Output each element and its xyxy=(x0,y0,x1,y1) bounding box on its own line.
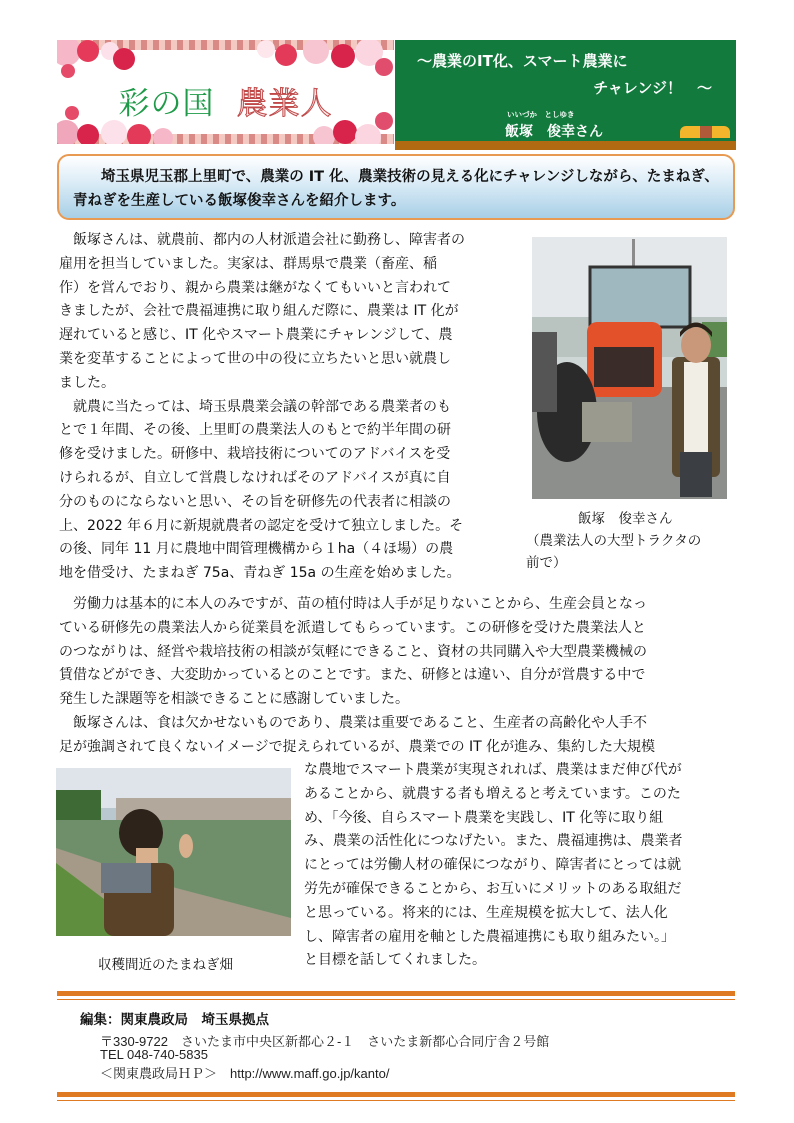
plum-blossom-icon xyxy=(313,126,335,144)
caption-line: 前で） xyxy=(526,555,567,571)
text-line: 修を受けました。研修中、栽培技術についてのアドバイスを受 xyxy=(59,446,451,463)
text-line: 上、2022 年６月に新規就農者の認定を受けて独立しました。そ xyxy=(59,517,464,534)
footer-homepage-link[interactable]: ＜関東農政局ＨＰ＞ http://www.maff.go.jp/kanto/ xyxy=(100,1066,390,1081)
onion-field-photo xyxy=(56,768,291,936)
chalkboard-ledge xyxy=(395,141,736,150)
field-photo-caption: 収穫間近のたまねぎ畑 xyxy=(98,957,233,973)
text-line: 遅れていると感じ、IT 化やスマート農業にチャレンジして、農 xyxy=(59,327,453,344)
article-column-1 xyxy=(59,229,521,586)
text-line: とで１年間、その後、上里町の農業法人のもとで約半年間の研 xyxy=(59,422,451,439)
text-line: のつながりは、経営や栽培技術の相談が気軽にできること、資材の共同購入や大型農業機械の xyxy=(59,643,647,660)
footer-tel: TEL 048-740-5835 xyxy=(100,1047,208,1062)
plum-blossom-icon xyxy=(127,124,151,144)
caption-line: （農業法人の大型トラクタの xyxy=(526,533,702,549)
plum-blossom-icon xyxy=(101,120,127,144)
plum-blossom-icon xyxy=(303,40,329,64)
footer-top-rule xyxy=(57,991,735,996)
board-headline-line1: ～農業のIT化、スマート農業に xyxy=(417,52,628,70)
plum-blossom-icon xyxy=(333,120,357,144)
text-line: め、「今後、自らスマート農業を実践し、IT 化等に取り組 xyxy=(304,809,664,826)
text-line: 労先が確保できることから、お互いにメリットのある取組だ xyxy=(304,880,682,897)
text-line: 足が強調されて良くないイメージで捉えられているが、農業での IT 化が進み、集約した大規模 xyxy=(59,738,655,755)
banner-left xyxy=(57,40,394,144)
farmer-name: 飯塚 俊幸さん xyxy=(505,124,603,140)
tractor-photo-illustration xyxy=(532,237,727,499)
text-line: 雇用を担当していました。実家は、群馬県で農業（畜産、稲 xyxy=(59,255,437,272)
text-line: ている研修先の農業法人から従業員を派遣してもらっています。この研修を受けた農業法人と xyxy=(59,619,646,636)
banner-title-pink: 農業人 xyxy=(236,86,333,122)
summary-text: 埼玉県児玉郡上里町で、農業の IT 化、農業技術の見える化にチャレンジしながら、たまねぎ、青ねぎを生産している飯塚俊幸さんを紹介します。 xyxy=(73,169,719,209)
plum-blossom-icon xyxy=(153,128,173,144)
text-line: し、障害者の雇用を軸とした農福連携にも取り組みたい。」 xyxy=(304,928,675,945)
banner-title-green: 彩の国 xyxy=(118,86,215,122)
text-line: み、農業の活性化につなげたい。また、農福連携は、農業者 xyxy=(304,833,683,850)
plum-blossom-icon xyxy=(77,124,99,144)
text-line: けられるが、自立して営農しなければそのアドバイスが真に自 xyxy=(59,469,451,486)
plum-blossom-icon xyxy=(113,48,135,70)
text-line: にとっては労働人材の確保につながり、障害者にとっては就 xyxy=(304,857,682,874)
tractor-photo-caption xyxy=(526,508,732,574)
text-line: 発生した課題等を相談できることに感謝していました。 xyxy=(59,691,409,708)
footer-address: 〒330-9722 さいたま市中央区新都心２-１ さいたま新都心合同庁舎２号館 xyxy=(100,1034,550,1049)
text-line: 業を変革することによって世の中の役に立ちたいと思い就農し xyxy=(59,350,451,367)
text-line: 飯塚さんは、食は欠かせないものであり、農業は重要であること、生産者の高齢化や人手不 xyxy=(59,714,647,731)
chalkboard-header xyxy=(395,40,736,141)
footer-top-rule-thin xyxy=(57,999,735,1000)
tractor-photo xyxy=(532,237,727,499)
text-line: 分のものにならないと思い、その旨を研修先の代表者に相談の xyxy=(59,493,451,510)
caption-line: 飯塚 俊幸さん xyxy=(578,511,673,527)
plum-blossom-icon xyxy=(77,40,99,62)
text-line: 賃借などができ、大変助かっているとのことです。また、研修とは違い、自分が営農する中で xyxy=(59,667,646,684)
article-full-width xyxy=(59,593,735,760)
onion-field-illustration xyxy=(56,768,291,936)
plum-blossom-icon xyxy=(57,120,79,144)
text-line: の後、同年 11 月に農地中間管理機構から１ha（４ほ場）の農 xyxy=(59,541,454,558)
article-column-2 xyxy=(304,759,736,973)
text-line: 飯塚さんは、就農前、都内の人材派遣会社に勤務し、障害者の xyxy=(59,232,465,248)
eraser-icon xyxy=(680,126,730,138)
banner-title xyxy=(57,78,394,123)
text-line: 就農に当たっては、埼玉県農業会議の幹部である農業者のも xyxy=(59,398,451,415)
text-line: 地を借受け、たまねぎ 75a、青ねぎ 15a の生産を始めました。 xyxy=(59,565,461,582)
text-line: あることから、就農する者も増えると考えています。このた xyxy=(304,785,681,802)
plum-blossom-icon xyxy=(257,40,275,58)
name-ruby: いいづか としゆき xyxy=(507,110,575,119)
footer-bottom-rule-thin xyxy=(57,1100,735,1101)
text-line: と目標を話してくれました。 xyxy=(304,952,486,969)
text-line: 作）を営んでおり、親から農業は継がなくてもいいと言われて xyxy=(59,279,451,296)
text-line: きましたが、会社で農福連携に取り組んだ際に、農業は IT 化が xyxy=(59,303,459,320)
plum-blossom-icon xyxy=(275,44,297,66)
text-line: 労働力は基本的に本人のみですが、苗の植付時は人手が足りないことから、生産会員となっ xyxy=(59,596,647,612)
board-headline-line2: チャレンジ！ ～ xyxy=(593,79,712,97)
plum-blossom-icon xyxy=(61,64,75,78)
text-line: ました。 xyxy=(59,374,115,391)
plum-blossom-icon xyxy=(331,44,355,68)
footer-bottom-rule xyxy=(57,1092,735,1097)
plum-blossom-icon xyxy=(375,58,393,76)
text-line: と思っている。将来的には、生産規模を拡大して、法人化 xyxy=(304,904,668,921)
text-line: な農地でスマート農業が実現されれば、農業はまだ伸び代が xyxy=(304,762,682,778)
footer-editor: 編集：関東農政局 埼玉県拠点 xyxy=(80,1012,269,1028)
summary-box xyxy=(57,154,735,220)
